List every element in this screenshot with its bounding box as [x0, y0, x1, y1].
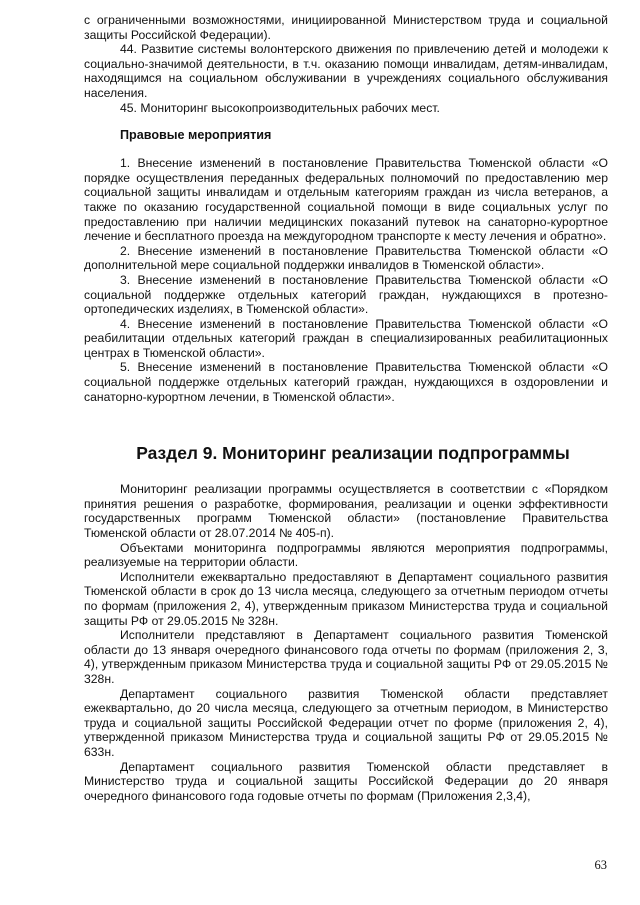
section-paragraph-1: Мониторинг реализации программы осуществляется в соответствии с «Порядком принятия решения о разработке, формирования, реализации и оценки эффективности государственных программ Тюменской области» (постановление Правительства Тюменской области от 28.07.2014 № 405-п). [84, 482, 608, 541]
section-paragraph-6: Департамент социального развития Тюменской области представляет в Министерство труда и социальной защиты Российской Федерации до 20 января очередного финансового года годовые отчеты по формам (Приложения 2,3,4), [84, 759, 608, 803]
page-number: 63 [594, 858, 607, 872]
legal-item-4: 4. Внесение изменений в постановление Правительства Тюменской области «О реабилитации отдельных категорий граждан в специализированных реабилитационных центрах в Тюменской области». [84, 316, 608, 360]
section-paragraph-4: Исполнители представляют в Департамент социального развития Тюменской области до 13 января очередного финансового года отчеты по формам (приложения 2, 3, 4), утвержденным приказом Министерства труда и социальной защиты РФ от 29.05.2015 № 328н. [84, 628, 608, 686]
section-paragraph-3: Исполнители ежеквартально предоставляют в Департамент социального развития Тюменской области в срок до 13 числа месяца, следующего за отчетным периодом отчеты по формам (приложения 2, 4), утвержденным приказом Министерства труда и социальной защиты РФ от 29.05.2015 № 328н. [84, 569, 608, 628]
intro-paragraph-item-45: 45. Мониторинг высокопроизводительных рабочих мест. [120, 100, 440, 115]
spacer [84, 115, 608, 128]
legal-measures-heading: Правовые мероприятия [120, 128, 272, 143]
spacer [84, 404, 608, 442]
intro-paragraph-item-44: 44. Развитие системы волонтерского движения по привлечению детей и молодежи к социально-значимой деятельности, в т.ч. оказанию помощи инвалидам, детям-инвалидам, находящимся на социальном обслуживании в учреждениях социального обслуживания населения. [84, 42, 608, 100]
spacer [84, 464, 608, 482]
spacer [84, 143, 608, 156]
legal-item-2: 2. Внесение изменений в постановление Правительства Тюменской области «О дополнительной мере социальной поддержки инвалидов в Тюменской области». [84, 243, 608, 273]
legal-item-5: 5. Внесение изменений в постановление Правительства Тюменской области «О социальной поддержке отдельных категорий граждан, нуждающихся в оздоровлении и санаторно-курортном лечении, в Тюменской области». [84, 360, 608, 404]
intro-paragraph-continuation: с ограниченными возможностями, инициированной Министерством труда и социальной защиты Российской Федерации). [84, 13, 608, 42]
section-title: Раздел 9. Мониторинг реализации подпрограммы [136, 443, 570, 464]
section-paragraph-5: Департамент социального развития Тюменской области представляет ежеквартально, до 20 числа месяца, следующего за отчетным периодом, в Министерство труда и социальной защиты Российской Федерации отчет по форме (приложения 2, 4), утвержденной приказом Министерства труда и социальной защиты РФ от 29.05.2015 № 633н. [84, 686, 608, 759]
legal-item-3: 3. Внесение изменений в постановление Правительства Тюменской области «О социальной поддержке отдельных категорий граждан, нуждающихся в протезно-ортопедических изделиях, в Тюменской области». [84, 272, 608, 317]
legal-item-1: 1. Внесение изменений в постановление Правительства Тюменской области «О порядке осуществления переданных федеральных полномочий по предоставлению мер социальной защиты инвалидам и отдельным категориям граждан из числа ветеранов, а также по оказанию государственной социальной помощи в виде социальных услуг по предоставлению при наличии медицинских показаний путевок на санаторно-курортное лечение и бесплатного проезда на междугородном транспорте к месту лечения и обратно». [84, 156, 608, 244]
section-paragraph-2: Объектами мониторинга подпрограммы являются мероприятия подпрограммы, реализуемые на территории области. [84, 540, 608, 570]
